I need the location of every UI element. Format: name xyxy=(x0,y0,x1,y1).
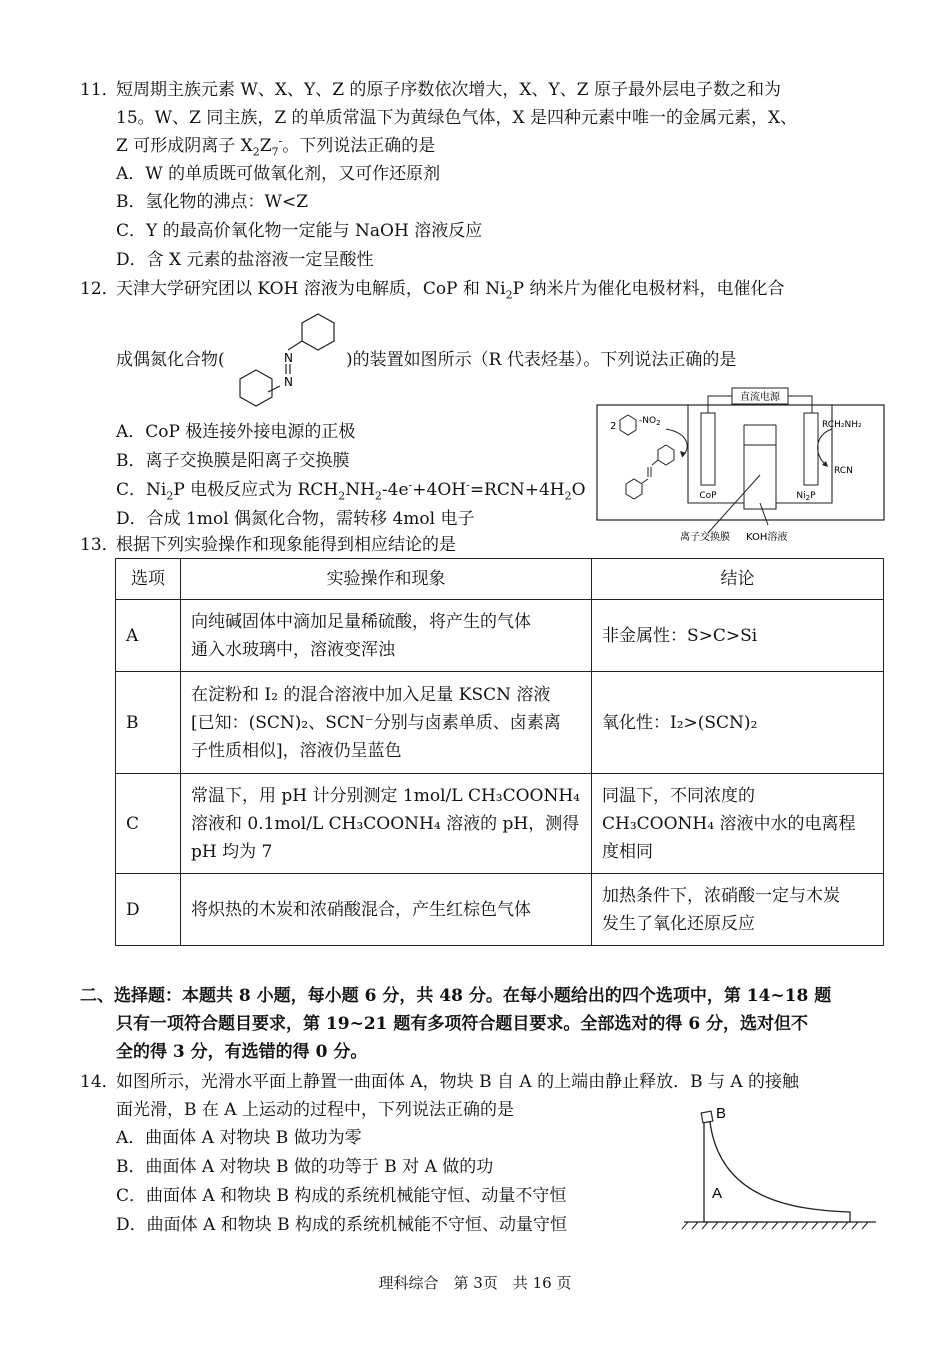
q13-number: 13． xyxy=(80,535,119,555)
row-option: A xyxy=(116,600,181,672)
header-option: 选项 xyxy=(116,559,181,600)
q14-option-b: B．曲面体 A 对物块 B 做的功等于 B 对 A 做的功 xyxy=(116,1157,494,1177)
q14-stem-line1: 如图所示，光滑水平面上静置一曲面体 A，物块 B 自 A 的上端由静止释放．B 与 A 的接触 xyxy=(116,1072,800,1092)
header-operation: 实验操作和现象 xyxy=(181,559,592,600)
azo-n2-label: N xyxy=(284,375,293,389)
q13-stem: 根据下列实验操作和现象能得到相应结论的是 xyxy=(116,535,456,555)
body-a-label: A xyxy=(712,1185,723,1202)
q14-option-a: A．曲面体 A 对物块 B 做功为零 xyxy=(116,1128,362,1148)
row-option: D xyxy=(116,874,181,946)
row-conclusion: 加热条件下，浓硝酸一定与木炭 发生了氧化还原反应 xyxy=(592,874,884,946)
section2-line2: 只有一项符合题目要求，第 19~21 题有多项符合题目要求。全部选对的得 6 分，选对但不 xyxy=(116,1014,809,1034)
power-source-label: 直流电源 xyxy=(740,392,780,403)
q12-option-a: A．CoP 极连接外接电源的正极 xyxy=(116,422,356,442)
row-operation: 向纯碱固体中滴加足量稀硫酸，将产生的气体 通入水玻璃中，溶液变浑浊 xyxy=(181,600,592,672)
q12-number: 12． xyxy=(80,279,119,299)
table-header-row xyxy=(116,559,884,600)
azo-compound-structure xyxy=(236,306,346,408)
q14-stem-line2: 面光滑，B 在 A 上运动的过程中，下列说法正确的是 xyxy=(116,1100,514,1120)
q14-option-d: D．曲面体 A 和物块 B 构成的系统机械能不守恒、动量守恒 xyxy=(116,1215,568,1235)
experiment-table xyxy=(115,558,884,946)
nitro-group-label: $-NO_2$ xyxy=(639,416,661,427)
q11-stem-line2: 15。W、Z 同主族，Z 的单质常温下为黄绿色气体，X 是四种元素中唯一的金属元素，X、 xyxy=(116,108,798,128)
row-operation: 常温下，用 pH 计分别测定 1mol/L CH₃COONH₄ 溶液和 0.1mol/L CH₃COONH₄ 溶液的 pH，测得 pH 均为 7 xyxy=(181,774,592,874)
q14-number: 14． xyxy=(80,1072,119,1092)
q11-option-c: C．Y 的最高价氧化物一定能与 NaOH 溶液反应 xyxy=(116,221,483,241)
q12-stem-line2-post: )的装置如图所示（R 代表烃基）。下列说法正确的是 xyxy=(346,350,737,370)
q11-number: 11． xyxy=(80,80,119,100)
section2-line1: 二、选择题：本题共 8 小题，每小题 6 分，共 48 分。在每小题给出的四个选项中，第 14~18 题 xyxy=(80,986,832,1006)
curved-block-figure xyxy=(680,1102,880,1232)
table-row xyxy=(116,600,884,672)
header-conclusion: 结论 xyxy=(592,559,884,600)
cop-electrode-label: CoP xyxy=(699,491,717,501)
row-conclusion: 非金属性：S>C>Si xyxy=(592,600,884,672)
right-product-label: RCN xyxy=(834,466,853,476)
page-footer: 理科综合 第 3页 共 16 页 xyxy=(378,1274,572,1292)
table-row xyxy=(116,672,884,774)
row-operation: 在淀粉和 I₂ 的混合溶液中加入足量 KSCN 溶液 [已知：(SCN)₂、SCN⁻分别与卤素单质、卤素离 子性质相似]，溶液仍呈蓝色 xyxy=(181,672,592,774)
q11-stem-line3: Z 可形成阴离子 $X_2Z_7^-$。下列说法正确的是 xyxy=(116,134,436,159)
block-b-label: B xyxy=(716,1105,727,1122)
ni2p-electrode-label: $Ni_2P$ xyxy=(796,491,816,502)
q12-option-b: B．离子交换膜是阳离子交换膜 xyxy=(116,451,350,471)
q11-option-d: D．含 X 元素的盐溶液一定呈酸性 xyxy=(116,250,374,270)
row-option: B xyxy=(116,672,181,774)
table-row xyxy=(116,774,884,874)
row-conclusion: 氧化性：I₂>(SCN)₂ xyxy=(592,672,884,774)
row-operation: 将炽热的木炭和浓硝酸混合，产生红棕色气体 xyxy=(181,874,592,946)
table-row xyxy=(116,874,884,946)
q11-option-b: B．氢化物的沸点：W<Z xyxy=(116,192,309,212)
q14-option-c: C．曲面体 A 和物块 B 构成的系统机械能守恒、动量不守恒 xyxy=(116,1186,567,1206)
right-reactant-label: RCH₂NH₂ xyxy=(822,420,862,430)
row-conclusion: 同温下，不同浓度的 CH₃COONH₄ 溶液中水的电离程 度相同 xyxy=(592,774,884,874)
nitro-coefficient: 2 xyxy=(610,421,617,432)
section2-line3: 全的得 3 分，有选错的得 0 分。 xyxy=(116,1042,368,1062)
q12-option-c: C．$Ni_2P$ 电极反应式为 $RCH_2NH_2-4e^-+4OH^-=RCN+4H_2O$ xyxy=(116,478,586,503)
q12-stem-line1: 天津大学研究团以 KOH 溶液为电解质，CoP 和 $Ni_2P$ 纳米片为催化电极材料，电催化合 xyxy=(116,279,785,302)
electrolysis-apparatus-figure xyxy=(596,385,886,545)
q11-option-a: A．W 的单质既可做氧化剂，又可作还原剂 xyxy=(116,164,441,184)
q12-stem-line2-pre: 成偶氮化合物( xyxy=(116,350,225,370)
koh-solution-label: KOH溶液 xyxy=(746,532,788,543)
membrane-label: 离子交换膜 xyxy=(680,532,730,543)
q12-option-d: D．合成 1mol 偶氮化合物，需转移 4mol 电子 xyxy=(116,509,475,529)
azo-n1-label: N xyxy=(284,351,293,365)
row-option: C xyxy=(116,774,181,874)
q11-stem-line1: 短周期主族元素 W、X、Y、Z 的原子序数依次增大，X、Y、Z 原子最外层电子数之和为 xyxy=(116,80,781,100)
